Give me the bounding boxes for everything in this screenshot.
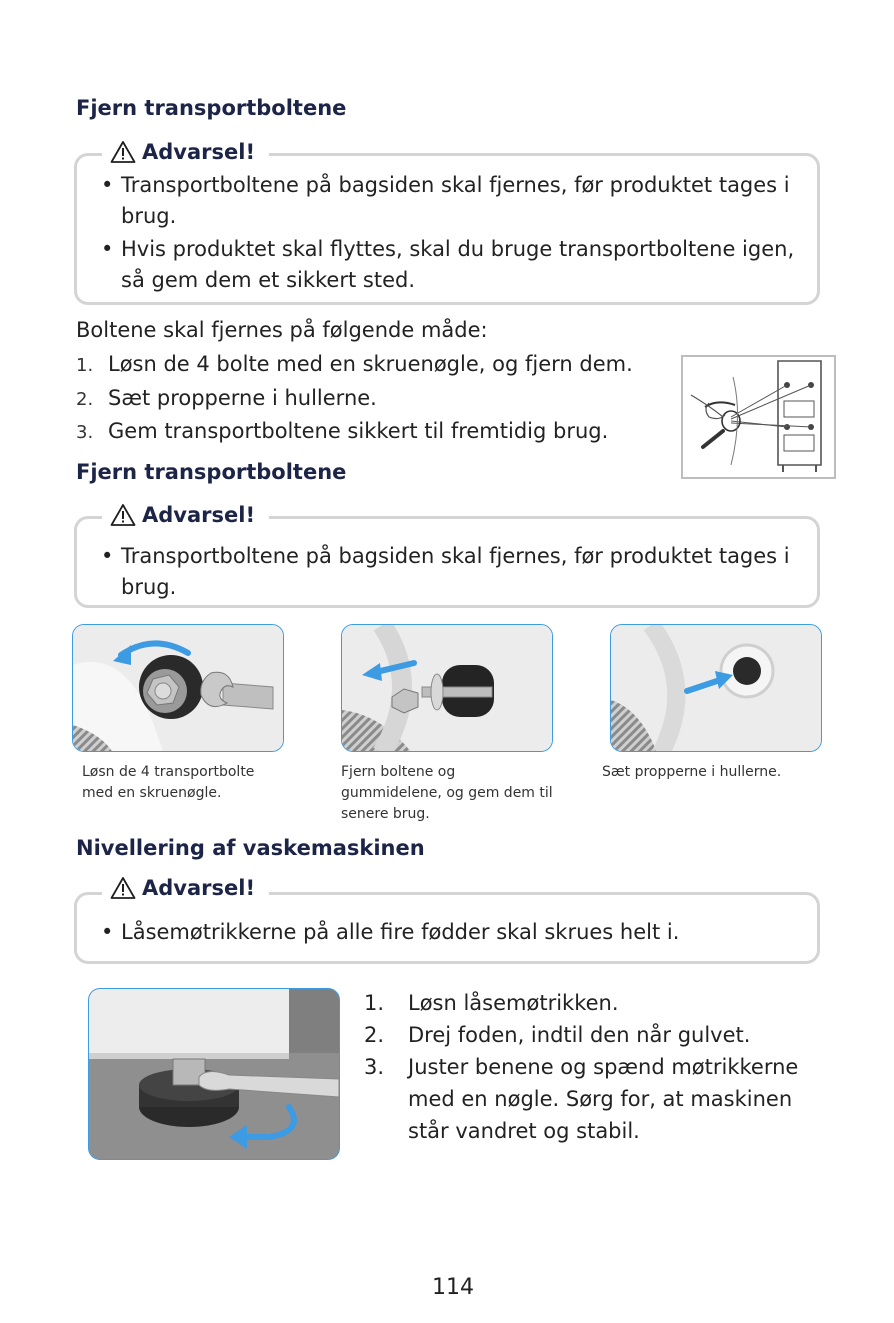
section-heading-leveling: Nivellering af vaskemaskinen: [76, 836, 425, 860]
warning-bullet: • Transportboltene på bagsiden skal fjernes, før produktet tages i brug.: [101, 544, 790, 599]
warning-bullet: • Låsemøtrikkerne på alle fire fødder skal skrues helt i.: [101, 920, 680, 944]
caption-loosen-bolt: Løsn de 4 transportbolte med en skruenøgle.: [82, 764, 255, 801]
warning-title: Advarsel!: [102, 503, 269, 527]
warning-box: [74, 153, 820, 305]
step-item: 1. Løsn låsemøtrikken.: [364, 991, 619, 1015]
steps-intro: Boltene skal fjernes på følgende måde:: [76, 318, 488, 342]
photo-loosen-bolt: [72, 624, 284, 752]
photo-insert-plug: [610, 624, 822, 752]
warning-title: Advarsel!: [102, 876, 269, 900]
leveling-steps: [364, 987, 814, 1147]
warning-triangle-icon: [110, 503, 136, 527]
page-number: 114: [432, 1275, 474, 1300]
photo-leveling-foot: [88, 988, 340, 1160]
photo-remove-bolt: [341, 624, 553, 752]
step-item: 2. Sæt propperne i hullerne.: [76, 386, 377, 410]
caption-remove-bolt: Fjern boltene og gummidelene, og gem dem til senere brug.: [341, 764, 553, 822]
warning-triangle-icon: [110, 140, 136, 164]
warning-title: Advarsel!: [102, 140, 269, 164]
warning-triangle-icon: [110, 876, 136, 900]
warning-bullet: • Transportboltene på bagsiden skal fjernes, før produktet tages i brug.: [101, 173, 790, 228]
warning-bullet: • Hvis produktet skal flyttes, skal du bruge transportboltene igen, så gem dem et sikkert sted.: [101, 237, 795, 292]
warning-box: [74, 892, 820, 964]
step-item: 2. Drej foden, indtil den når gulvet.: [364, 1023, 751, 1047]
section-heading-transport-bolts: Fjern transportboltene: [76, 460, 347, 484]
caption-insert-plug: Sæt propperne i hullerne.: [602, 764, 782, 780]
step-item: 1. Løsn de 4 bolte med en skruenøgle, og fjern dem.: [76, 352, 633, 376]
warning-box: [74, 516, 820, 608]
section-heading-transport-bolts: Fjern transportboltene: [76, 96, 347, 120]
step-item: 3. Gem transportboltene sikkert til fremtidig brug.: [76, 419, 609, 443]
step-item: 3. Juster benene og spænd møtrikkerne med en nøgle. Sørg for, at maskinen står vandret og stabil.: [364, 1055, 799, 1143]
rear-bolt-diagram: [681, 355, 836, 479]
